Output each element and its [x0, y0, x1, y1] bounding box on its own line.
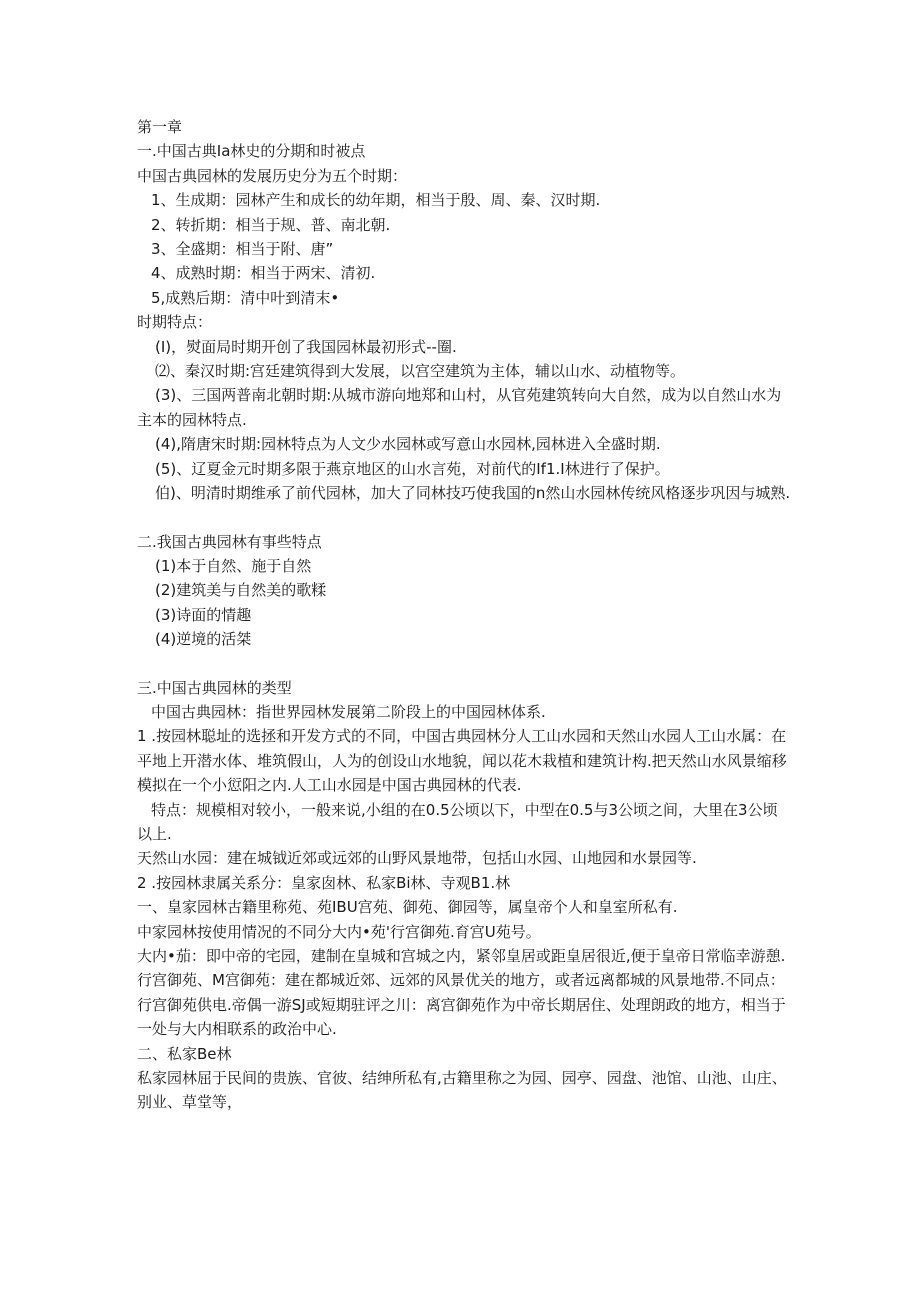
paragraph: 私家园林屈于民间的贵族、官彼、结绅所私有,古籍里称之为园、园亭、园盘、池馆、山池、山庄、别业、草堂等， [137, 1069, 787, 1112]
paragraph: 大内•茄：即中帝的宅园，建制在皇城和宫城之内，紧邻皇居或距皇居很近,便于皇帝日常临幸游憩. [137, 947, 786, 965]
section-heading-1: 一.中国古典Ia林史的分期和时被点 [137, 142, 366, 161]
section-heading-2: 二.我国古典园林有事些特点 [137, 532, 322, 551]
paragraph: 二、私家Be林 [137, 1044, 232, 1063]
list-item: 1、生成期：园林产生和成长的幼年期，相当于殷、周、秦、汉时期. [151, 191, 601, 210]
list-item: (2)建筑美与自然美的歌糅 [155, 581, 327, 600]
list-item: (3)诗面的情趣 [155, 605, 252, 624]
paragraph: 中国古典园林：指世界园林发展第二阶段上的中国园林体系. [151, 702, 546, 721]
list-item: (1)本于自然、施于自然 [155, 556, 312, 575]
list-item: 3、全盛期：相当于附、唐” [151, 240, 334, 259]
list-item: 2、转折期：相当于规、普、南北朝. [151, 215, 391, 234]
paragraph: 一、皇家园林古籍里称苑、苑IBU宫苑、御苑、御园等，属皇帝个人和皇室所私有. [137, 898, 678, 917]
paragraph: 特点：规模相对较小，一般来说,小组的在0.5公顷以下，中型在0.5与3公顷之间，大里在3公顷以上. [137, 800, 778, 843]
paragraph: 2 .按园林隶属关系分：皇家囱林、私家Bi林、寺观B1.林 [137, 873, 511, 892]
list-item: (5)、辽夏金元时期多限于燕京地区的山水言苑，对前代的If1.I林进行了保护。 [155, 459, 670, 478]
chapter-title: 第一章 [137, 118, 183, 136]
list-item: (4),隋唐宋时期:园林特点为人文少水园林或写意山水园林,园林进入全盛时期. [155, 435, 661, 454]
paragraph: 时期特点： [137, 313, 213, 332]
list-item: 5,成熟后期：清中叶到清末• [151, 288, 340, 307]
list-item: 4、成熟时期：相当于两宋、清初. [151, 264, 376, 283]
paragraph: 中国古典园林的发展历史分为五个时期： [137, 166, 408, 185]
list-item: (I)，熨面局时期开创了我国园林最初形式--圈. [155, 337, 457, 356]
paragraph: 1 .按园林聪址的选拯和开发方式的不同，中国古典园林分人工山水园和天然山水园人工山水属：在平地上开潜水体、堆筑假山，人为的创设山水地貌，闻以花木栽植和建筑计构.把天然山水风景缩移模拟在一个小愆阳之内.人工山水园是中国古典园林的代表. [137, 727, 787, 795]
list-item: (4)逆境的活桀 [155, 630, 252, 649]
list-item: ⑵、秦汉时期:宫廷建筑得到大发展，以宫空建筑为主体，辅以山水、动植物等。 [155, 362, 686, 381]
section-heading-3: 三.中国古典园林的类型 [137, 678, 292, 697]
paragraph: 行宫御苑、M宫御苑：建在都城近郊、远郊的风景优关的地方，或者远离都城的风景地带.不同点：行宫御苑供电.帝偶一游SJ或短期驻评之川：离宫御苑作为中帝长期居住、处理朗政的地方，相当于一处与大内相联系的政治中心. [137, 971, 786, 1039]
list-item: (3)、三国两普南北朝时期:从城市游向地郑和山村，从官苑建筑转向大自然，成为以自然山水为主本的园林特点. [137, 386, 782, 429]
document-page [137, 115, 792, 1115]
paragraph: 天然山水园：建在城钺近郊或远郊的山野风景地带，包括山水园、山地园和水景园等. [137, 849, 697, 868]
paragraph: 中家园林按使用情况的不同分大内•苑'行宫御苑.育宫U苑号。 [137, 922, 541, 941]
list-item: 伯)、明清时期维承了前代园林，加大了同林技巧使我国的n然山水园林传统风格逐步巩因与城熟. [155, 484, 791, 503]
